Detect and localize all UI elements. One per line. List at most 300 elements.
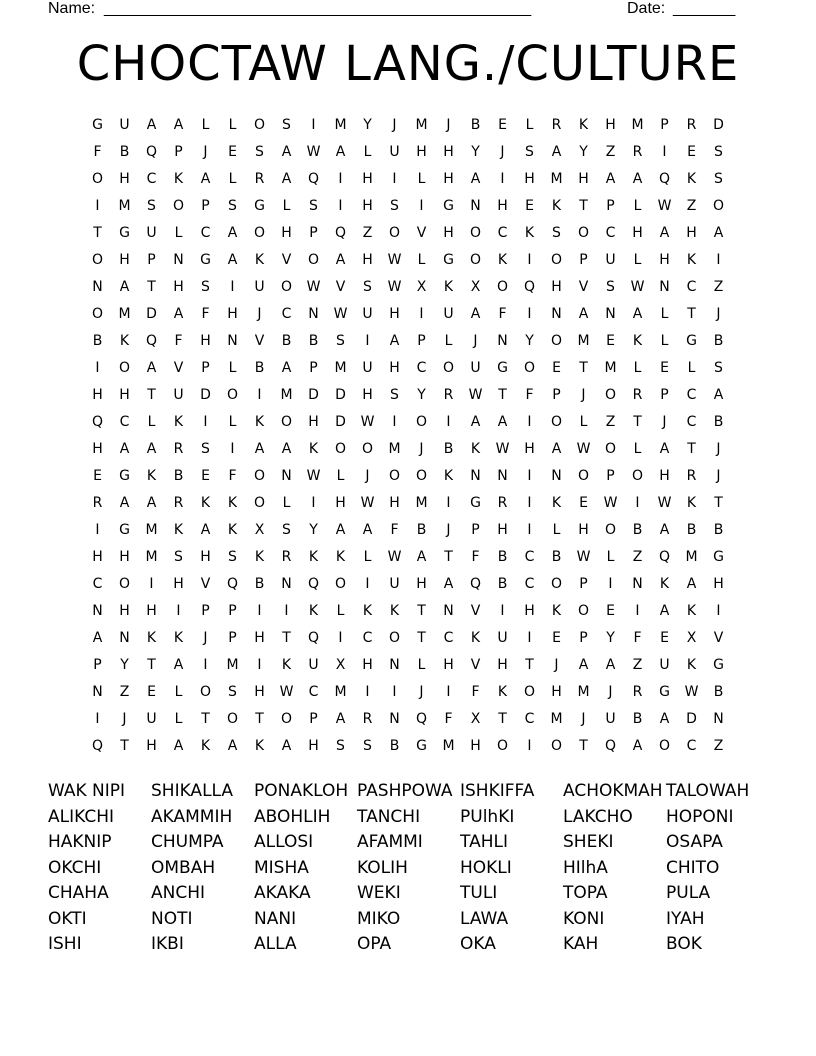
grid-letter: S (309, 198, 318, 214)
grid-letter: N (281, 576, 292, 592)
grid-letter: J (365, 468, 370, 484)
grid-letter: X (686, 630, 697, 646)
grid-letter: Q (658, 171, 671, 187)
grid-letter: Z (119, 684, 130, 700)
grid-letter: A (389, 333, 400, 349)
grid-letter: H (551, 684, 562, 700)
grid-letter: H (92, 549, 103, 565)
grid-letter: C (92, 576, 103, 592)
word-list-item: WAK NIPI (48, 781, 126, 801)
grid-letter: V (173, 360, 184, 376)
grid-letter: A (146, 495, 157, 511)
grid-letter: C (443, 630, 454, 646)
grid-letter: I (311, 495, 316, 511)
grid-letter: H (416, 144, 427, 160)
word-list-item: PUlhKI (460, 806, 515, 827)
grid-letter: L (228, 414, 237, 430)
grid-letter: M (118, 198, 131, 214)
grid-letter: P (228, 630, 237, 646)
grid-letter: Q (145, 144, 158, 160)
grid-letter: O (469, 225, 482, 241)
grid-letter: L (228, 117, 237, 133)
grid-letter: C (146, 171, 157, 187)
grid-letter: N (227, 333, 238, 349)
grid-letter: C (605, 225, 616, 241)
grid-letter: O (496, 738, 509, 754)
grid-letter: E (606, 333, 615, 349)
grid-letter: O (523, 360, 536, 376)
grid-letter: H (497, 522, 508, 538)
word-list-item: ANCHI (151, 883, 206, 903)
word-list-item: CHUMPA (151, 832, 224, 852)
word-list-item: OPA (357, 934, 392, 954)
grid-letter: P (147, 252, 156, 268)
grid-letter: M (388, 441, 401, 457)
grid-letter: O (226, 387, 239, 403)
word-list-item: PULA (666, 883, 711, 903)
grid-letter: T (147, 657, 156, 673)
grid-letter: I (446, 684, 451, 700)
date-label: Date: (627, 0, 666, 17)
grid-letter: H (335, 495, 346, 511)
grid-letter: P (93, 657, 102, 673)
grid-letter: N (632, 576, 643, 592)
grid-letter: M (334, 360, 347, 376)
grid-letter: S (336, 738, 345, 754)
grid-letter: A (659, 711, 670, 727)
grid-letter: A (578, 306, 589, 322)
grid-letter: I (716, 252, 721, 268)
grid-letter: G (470, 495, 481, 511)
grid-letter: I (311, 117, 316, 133)
grid-letter: O (118, 360, 131, 376)
grid-letter: K (308, 603, 319, 619)
grid-letter: A (92, 630, 103, 646)
grid-letter: O (280, 414, 293, 430)
grid-letter: G (713, 549, 724, 565)
grid-letter: S (201, 279, 210, 295)
grid-letter: N (659, 279, 670, 295)
grid-letter: F (228, 468, 237, 484)
grid-letter: U (605, 711, 616, 727)
grid-letter: I (365, 576, 370, 592)
grid-letter: N (281, 468, 292, 484)
grid-letter: R (281, 549, 292, 565)
grid-letter: S (282, 117, 291, 133)
grid-letter: U (119, 117, 130, 133)
grid-letter: S (228, 198, 237, 214)
grid-letter: O (577, 603, 590, 619)
grid-letter: W (468, 387, 483, 403)
grid-letter: K (227, 522, 238, 538)
grid-letter: M (145, 549, 158, 565)
grid-letter: C (362, 630, 373, 646)
grid-letter: I (527, 495, 532, 511)
grid-letter: I (500, 171, 505, 187)
grid-letter: K (497, 684, 508, 700)
grid-letter: E (552, 360, 561, 376)
grid-letter: K (686, 495, 697, 511)
grid-letter: A (659, 522, 670, 538)
grid-letter: A (335, 522, 346, 538)
word-list-item: HOPONI (666, 806, 734, 827)
grid-letter: O (91, 252, 104, 268)
grid-letter: A (281, 441, 292, 457)
grid-letter: B (686, 522, 697, 538)
grid-letter: A (119, 441, 130, 457)
grid-letter: M (631, 117, 644, 133)
grid-letter: K (524, 225, 535, 241)
grid-letter: A (119, 279, 130, 295)
grid-letter: T (579, 738, 588, 754)
word-list-item: KAH (563, 934, 599, 954)
grid-letter: O (91, 306, 104, 322)
grid-letter: O (280, 279, 293, 295)
grid-letter: N (713, 711, 724, 727)
grid-letter: L (147, 414, 156, 430)
grid-letter: A (659, 225, 670, 241)
grid-letter: I (257, 387, 262, 403)
grid-letter: F (444, 711, 453, 727)
grid-letter: O (280, 711, 293, 727)
grid-letter: B (497, 576, 508, 592)
grid-letter: Z (362, 225, 373, 241)
grid-letter: U (389, 576, 400, 592)
grid-letter: I (230, 279, 235, 295)
grid-letter: L (201, 117, 210, 133)
grid-letter: K (200, 495, 211, 511)
grid-letter: E (147, 684, 156, 700)
grid-letter: L (417, 252, 426, 268)
grid-letter: P (579, 576, 588, 592)
grid-letter: Q (226, 576, 239, 592)
grid-letter: K (470, 441, 481, 457)
grid-letter: Q (523, 279, 536, 295)
grid-letter: H (119, 603, 130, 619)
date-field-line: _______ (673, 0, 736, 17)
grid-letter: S (606, 279, 615, 295)
grid-letter: Q (307, 171, 320, 187)
grid-letter: Q (415, 711, 428, 727)
grid-letter: M (685, 549, 698, 565)
grid-letter: G (497, 360, 508, 376)
grid-letter: T (120, 738, 129, 754)
grid-letter: H (173, 576, 184, 592)
grid-letter: M (577, 684, 590, 700)
grid-letter: Q (469, 576, 482, 592)
grid-letter: E (498, 117, 507, 133)
grid-letter: A (632, 306, 643, 322)
grid-letter: C (119, 414, 130, 430)
grid-letter: O (199, 684, 212, 700)
grid-letter: S (552, 225, 561, 241)
grid-letter: S (282, 522, 291, 538)
grid-letter: K (659, 576, 670, 592)
grid-letter: A (173, 657, 184, 673)
grid-letter: H (119, 252, 130, 268)
grid-letter: X (254, 522, 265, 538)
grid-letter: K (200, 738, 211, 754)
grid-letter: L (174, 684, 183, 700)
grid-letter: K (308, 441, 319, 457)
grid-letter: N (389, 711, 400, 727)
grid-letter: P (309, 225, 318, 241)
grid-letter: L (444, 333, 453, 349)
grid-letter: T (498, 387, 507, 403)
grid-letter: P (174, 144, 183, 160)
grid-letter: I (95, 522, 100, 538)
grid-letter: C (281, 306, 292, 322)
grid-letter: O (712, 198, 725, 214)
grid-letter: O (118, 576, 131, 592)
grid-letter: P (471, 522, 480, 538)
grid-letter: B (632, 522, 643, 538)
grid-letter: V (470, 657, 481, 673)
grid-letter: I (419, 198, 424, 214)
grid-letter: N (470, 468, 481, 484)
grid-letter: O (388, 630, 401, 646)
grid-letter: K (578, 117, 589, 133)
grid-letter: A (686, 576, 697, 592)
grid-letter: O (415, 468, 428, 484)
grid-letter: H (524, 603, 535, 619)
grid-letter: K (119, 333, 130, 349)
grid-letter: W (684, 684, 699, 700)
grid-letter: H (362, 198, 373, 214)
grid-letter: A (497, 414, 508, 430)
grid-letter: B (119, 144, 130, 160)
grid-letter: I (95, 360, 100, 376)
grid-letter: N (551, 468, 562, 484)
grid-letter: T (633, 414, 642, 430)
grid-letter: K (254, 252, 265, 268)
grid-letter: K (362, 603, 373, 619)
grid-letter: I (338, 630, 343, 646)
grid-letter: C (524, 549, 535, 565)
word-list-item: MISHA (254, 857, 309, 878)
grid-letter: W (360, 414, 375, 430)
grid-letter: B (443, 441, 454, 457)
grid-letter: A (281, 738, 292, 754)
grid-letter: A (173, 306, 184, 322)
grid-letter: I (203, 414, 208, 430)
grid-letter: G (443, 198, 454, 214)
grid-letter: K (551, 198, 562, 214)
grid-letter: Q (91, 414, 104, 430)
grid-letter: I (716, 603, 721, 619)
grid-letter: V (254, 333, 265, 349)
grid-letter: S (390, 387, 399, 403)
grid-letter: I (662, 144, 667, 160)
grid-letter: W (279, 684, 294, 700)
grid-letter: H (578, 522, 589, 538)
grid-letter: A (281, 360, 292, 376)
grid-letter: A (632, 171, 643, 187)
grid-letter: C (497, 225, 508, 241)
grid-letter: I (338, 198, 343, 214)
grid-letter: L (660, 333, 669, 349)
grid-letter: C (686, 279, 697, 295)
word-list-item: SHIKALLA (151, 781, 234, 801)
word-list-item: PASHPOWA (357, 781, 453, 801)
word-list-item: ALLOSI (254, 832, 314, 852)
word-list-item: TANCHI (357, 806, 421, 827)
grid-letter: R (632, 684, 643, 700)
grid-letter: H (659, 252, 670, 268)
grid-letter: O (415, 414, 428, 430)
grid-letter: O (253, 468, 266, 484)
grid-letter: I (365, 684, 370, 700)
grid-letter: F (471, 684, 480, 700)
grid-letter: O (307, 252, 320, 268)
grid-letter: J (446, 117, 451, 133)
grid-letter: P (201, 198, 210, 214)
grid-letter: W (387, 549, 402, 565)
word-list-item: HIlhA (563, 857, 608, 878)
grid-letter: O (604, 522, 617, 538)
grid-letter: J (122, 711, 127, 727)
grid-letter: O (577, 225, 590, 241)
grid-letter: P (201, 360, 210, 376)
grid-letter: S (714, 144, 723, 160)
grid-letter: J (257, 306, 262, 322)
grid-letter: A (551, 441, 562, 457)
grid-letter: T (579, 198, 588, 214)
grid-letter: K (254, 738, 265, 754)
word-list-item: KOLIH (357, 857, 408, 878)
grid-letter: S (174, 549, 183, 565)
grid-letter: P (552, 387, 561, 403)
grid-letter: W (657, 198, 672, 214)
grid-letter: M (442, 738, 455, 754)
grid-letter: B (713, 684, 724, 700)
grid-letter: O (523, 684, 536, 700)
grid-letter: A (335, 711, 346, 727)
grid-letter: E (579, 495, 588, 511)
grid-letter: F (174, 333, 183, 349)
grid-letter: H (146, 738, 157, 754)
grid-letter: O (550, 576, 563, 592)
grid-letter: Y (309, 522, 318, 538)
grid-letter: H (92, 387, 103, 403)
grid-letter: H (362, 171, 373, 187)
grid-letter: H (200, 549, 211, 565)
word-list-item: MIKO (357, 908, 401, 929)
grid-letter: N (470, 198, 481, 214)
grid-letter: U (173, 387, 184, 403)
grid-letter: F (471, 549, 480, 565)
grid-letter: J (419, 441, 424, 457)
grid-letter: K (146, 630, 157, 646)
grid-letter: L (363, 549, 372, 565)
grid-letter: H (362, 252, 373, 268)
grid-letter: H (524, 171, 535, 187)
grid-letter: R (173, 495, 184, 511)
grid-letter: I (527, 738, 532, 754)
grid-letter: A (551, 144, 562, 160)
grid-letter: G (119, 468, 130, 484)
grid-letter: A (200, 171, 211, 187)
grid-letter: I (392, 171, 397, 187)
grid-letter: L (633, 441, 642, 457)
grid-letter: C (524, 711, 535, 727)
grid-letter: J (203, 144, 208, 160)
grid-letter: L (579, 414, 588, 430)
grid-letter: Y (363, 117, 372, 133)
grid-letter: K (281, 657, 292, 673)
grid-letter: N (92, 603, 103, 619)
grid-letter: D (146, 306, 157, 322)
grid-letter: P (417, 333, 426, 349)
grid-letter: E (687, 144, 696, 160)
grid-letter: K (551, 495, 562, 511)
grid-letter: W (657, 495, 672, 511)
grid-letter: A (281, 171, 292, 187)
grid-letter: W (306, 279, 321, 295)
grid-letter: B (173, 468, 184, 484)
grid-letter: C (686, 738, 697, 754)
word-list-item: ALIKCHI (48, 806, 114, 827)
grid-letter: L (282, 198, 291, 214)
grid-letter: H (551, 279, 562, 295)
grid-letter: A (146, 117, 157, 133)
grid-letter: I (257, 657, 262, 673)
grid-letter: K (227, 495, 238, 511)
grid-letter: O (172, 198, 185, 214)
grid-letter: E (606, 603, 615, 619)
word-list-item: OKCHI (48, 857, 102, 878)
grid-letter: L (417, 171, 426, 187)
grid-letter: X (416, 279, 427, 295)
grid-letter: D (713, 117, 724, 133)
grid-letter: L (633, 198, 642, 214)
word-list-item: LAWA (460, 908, 509, 929)
grid-letter: I (419, 306, 424, 322)
grid-letter: I (608, 576, 613, 592)
grid-letter: R (443, 387, 454, 403)
grid-letter: D (335, 414, 346, 430)
grid-letter: S (201, 441, 210, 457)
grid-letter: I (527, 522, 532, 538)
grid-letter: A (146, 360, 157, 376)
grid-letter: T (147, 279, 156, 295)
grid-letter: K (443, 468, 454, 484)
grid-letter: O (604, 387, 617, 403)
grid-letter: M (415, 117, 428, 133)
grid-letter: U (362, 360, 373, 376)
grid-letter: M (550, 171, 563, 187)
grid-letter: V (281, 252, 292, 268)
grid-letter: W (576, 441, 591, 457)
grid-letter: I (338, 171, 343, 187)
grid-letter: R (173, 441, 184, 457)
word-list-item: TALOWAH (666, 781, 750, 801)
grid-letter: A (416, 549, 427, 565)
grid-letter: V (470, 603, 481, 619)
grid-letter: P (660, 387, 669, 403)
grid-letter: J (473, 333, 478, 349)
grid-letter: Z (632, 549, 643, 565)
word-list-item: SHEKI (563, 832, 614, 852)
grid-letter: K (146, 468, 157, 484)
grid-letter: A (200, 522, 211, 538)
grid-letter: J (392, 117, 397, 133)
grid-letter: L (174, 711, 183, 727)
grid-letter: S (336, 333, 345, 349)
grid-letter: C (686, 387, 697, 403)
grid-letter: L (363, 144, 372, 160)
grid-letter: I (230, 441, 235, 457)
